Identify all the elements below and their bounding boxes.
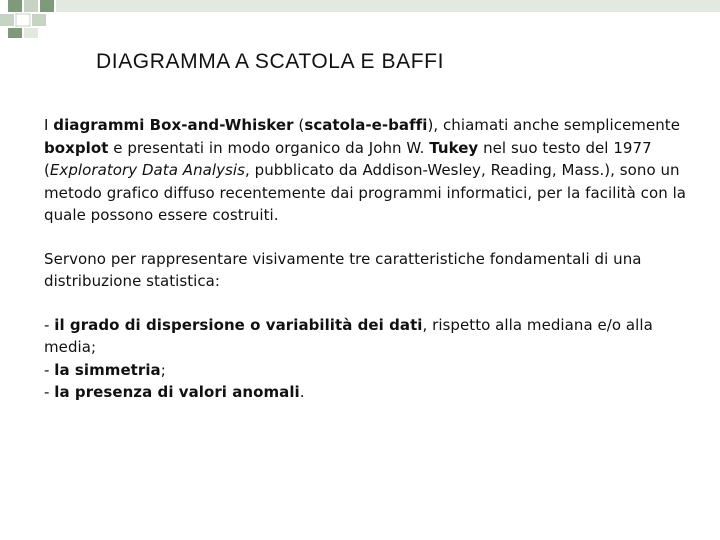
deco-square bbox=[16, 14, 30, 26]
list-item-bold: la simmetria bbox=[54, 360, 161, 379]
list-item-bold: il grado di dispersione o variabilità dei dati bbox=[54, 315, 423, 334]
text-run: I bbox=[44, 116, 54, 134]
text-run: ( bbox=[293, 116, 305, 134]
deco-band bbox=[56, 0, 720, 12]
list-item bbox=[44, 314, 694, 359]
deco-square bbox=[0, 14, 14, 26]
corner-squares-decoration bbox=[0, 0, 720, 40]
list-item-text: , rispetto alla mediana e/o alla media; bbox=[44, 315, 653, 356]
list-dash: - bbox=[44, 360, 55, 379]
list-item-text: . bbox=[299, 383, 305, 401]
list-item-text: ; bbox=[160, 360, 166, 379]
text-run: nel suo testo del 1977 ( bbox=[44, 138, 652, 179]
list-item-bold: la presenza di valori anomali bbox=[54, 383, 300, 401]
text-run: , pubblicato da Addison-Wesley, Reading, Mass.), sono un metodo grafico diffuso recentemente dai programmi informatici, per la facilità con la quale possono essere costruiti. bbox=[44, 161, 687, 224]
deco-square bbox=[8, 0, 22, 12]
text-run: ), chiamati anche semplicemente bbox=[427, 116, 681, 134]
bold-term-scatola-e-baffi: scatola-e-baffi bbox=[304, 116, 428, 134]
list-item bbox=[44, 359, 694, 382]
bold-term-box-and-whisker: diagrammi Box-and-Whisker bbox=[53, 116, 294, 134]
deco-square bbox=[24, 28, 38, 38]
text-run: e presentati in modo organico da John W. bbox=[108, 138, 430, 157]
bold-term-tukey: Tukey bbox=[429, 138, 479, 157]
list-dash: - bbox=[44, 315, 55, 334]
deco-square bbox=[40, 0, 54, 12]
italic-book-title: Exploratory Data Analysis bbox=[49, 161, 245, 179]
list-dash: - bbox=[44, 383, 55, 401]
deco-square bbox=[8, 28, 22, 38]
slide-body bbox=[44, 114, 694, 404]
purpose-paragraph: Servono per rappresentare visivamente tre caratteristiche fondamentali di una distribuzione statistica: bbox=[44, 249, 642, 290]
intro-paragraph bbox=[44, 114, 694, 227]
deco-square bbox=[32, 14, 46, 26]
characteristics-list bbox=[44, 314, 694, 404]
bold-term-boxplot: boxplot bbox=[44, 138, 109, 157]
list-item bbox=[44, 381, 694, 404]
slide-title: DIAGRAMMA A SCATOLA E BAFFI bbox=[96, 50, 445, 73]
deco-square bbox=[24, 0, 38, 12]
